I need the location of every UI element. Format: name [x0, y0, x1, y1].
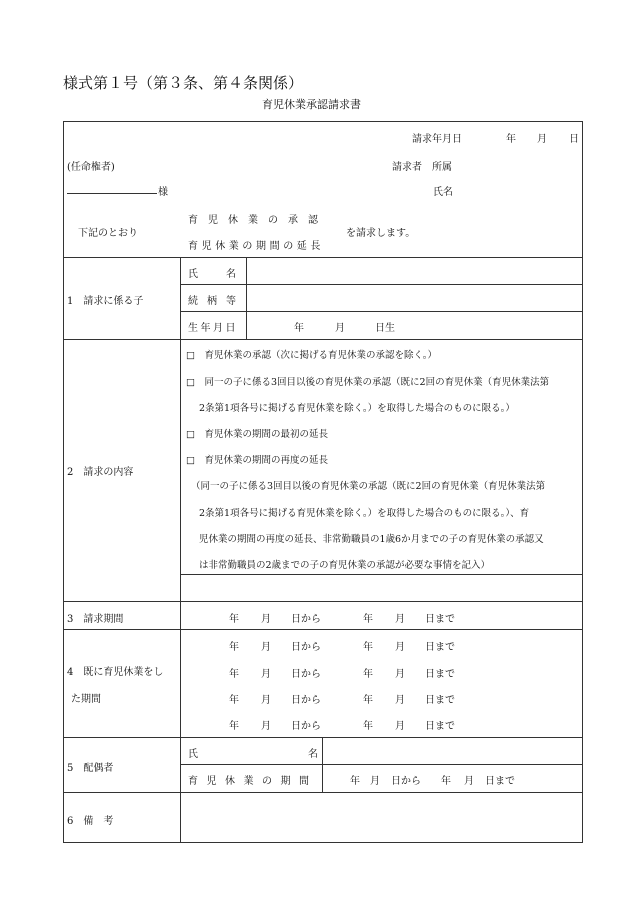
content-reason-note: 児休業の期間の再度の延長、非常勤職員の1歳6か月までの子の育児休業の承認又: [199, 534, 544, 545]
child-name-label: 氏名: [188, 269, 264, 280]
content-reason-note: （同一の子に係る3回目以後の育児休業の承認（既に2回の育児休業（育児休業法第: [191, 481, 546, 492]
content-reason-note: 2条第1項各号に掲げる育児休業を除く。）を取得した場合のものに限る。）、育: [199, 508, 530, 519]
appointer-name-line: [67, 193, 157, 194]
remarks-section-label: 6 備 考: [67, 816, 114, 827]
child-birth-year: 年: [294, 323, 304, 334]
period-section-label: 3 請求期間: [67, 614, 124, 625]
form-number: 様式第１号（第３条、第４条関係）: [63, 74, 304, 92]
request-date-day: 日: [569, 134, 579, 145]
spouse-section-label: 5 配偶者: [67, 763, 114, 774]
spouse-leave-label: 育児休業の期間: [188, 776, 318, 787]
request-date-year: 年: [506, 134, 516, 145]
intro-text: 下記のとおり: [78, 228, 138, 239]
content-item[interactable]: □ 同一の子に係る3回目以後の育児休業の承認（既に2回の育児休業（育児休業法第: [186, 377, 550, 388]
sama-label: 様: [158, 187, 168, 198]
content-item[interactable]: □ 育児休業の承認（次に掲げる育児休業の承認を除く。）: [186, 350, 438, 361]
spouse-name-label: 氏名: [188, 749, 428, 760]
request-date-month: 月: [537, 134, 547, 145]
request-suffix: を請求します。: [346, 228, 416, 239]
option-approval: 育児休業の承認: [188, 215, 328, 226]
content-item[interactable]: □ 育児休業の期間の最初の延長: [186, 429, 328, 440]
past-section-label: 4 既に育児休業をし: [67, 667, 164, 678]
requester-name-label: 氏名: [433, 187, 453, 198]
child-relation-input[interactable]: [247, 285, 581, 310]
child-birth-month: 月: [335, 323, 345, 334]
remarks-input[interactable]: [181, 793, 581, 841]
content-section-label: 2 請求の内容: [67, 467, 134, 478]
child-birth-label: 生年月日: [188, 323, 238, 334]
request-date-label: 請求年月日: [412, 134, 462, 145]
appointer-label: (任命権者): [67, 162, 115, 173]
child-section-label: 1 請求に係る子: [67, 296, 144, 307]
option-extension: 育児休業の期間の延長: [188, 241, 324, 252]
past-section-label-2: た期間: [71, 694, 101, 705]
content-item[interactable]: □ 育児休業の期間の再度の延長: [186, 455, 328, 466]
content-reason-input[interactable]: [181, 575, 581, 600]
content-item-continued: 2条第1項各号に掲げる育児休業を除く。）を取得した場合のものに限る。）: [199, 403, 515, 414]
form-title: 育児休業承認請求書: [262, 98, 361, 111]
child-birth-day: 日生: [375, 323, 395, 334]
requester-affiliation: 請求者 所属: [392, 162, 452, 173]
content-reason-note: は非常勤職員の2歳までの子の育児休業の承認が必要な事情を記入）: [199, 560, 491, 571]
child-name-input[interactable]: [247, 258, 581, 283]
spouse-name-input[interactable]: [323, 738, 581, 763]
child-relation-label: 続柄等: [188, 296, 245, 307]
